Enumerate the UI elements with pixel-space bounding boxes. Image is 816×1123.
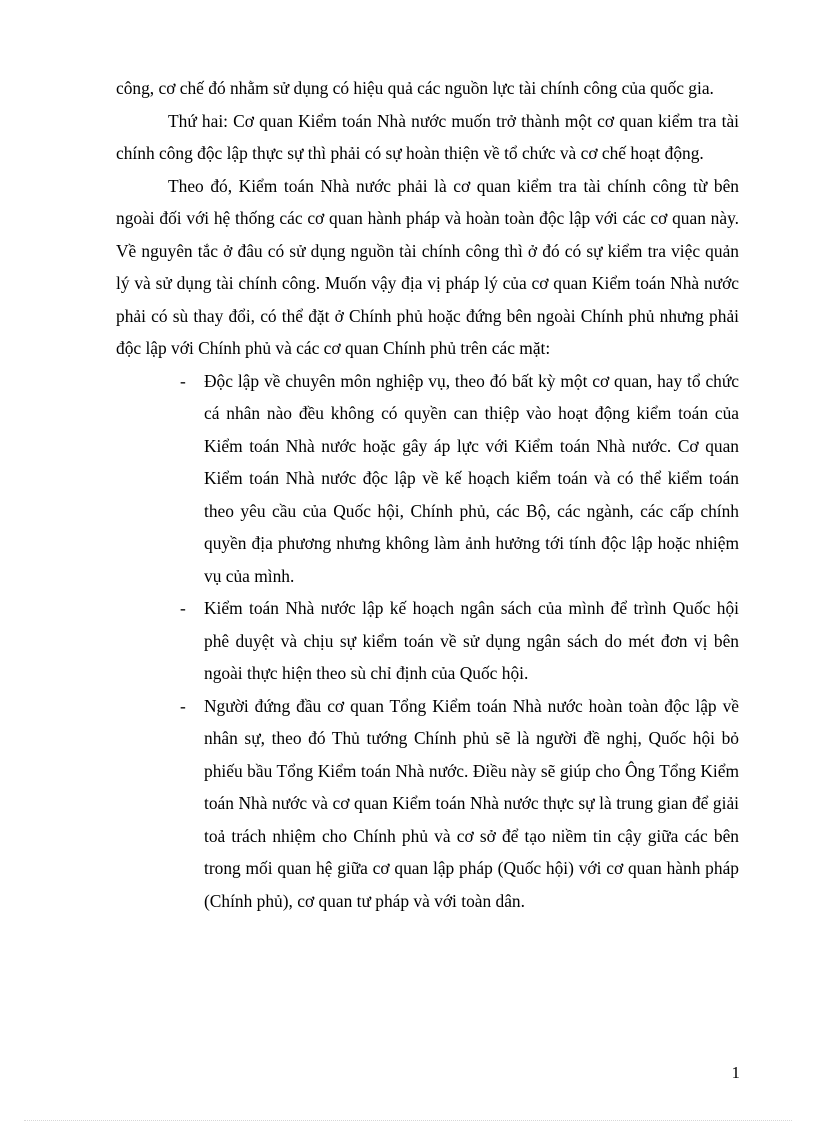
page-number: 1 (731, 1063, 740, 1082)
bullet-dash-icon: - (180, 598, 186, 618)
list-item-text: Độc lập về chuyên môn nghiệp vụ, theo đó bất kỳ một cơ quan, hay tổ chức cá nhân nào đều không có quyền can thiệp vào hoạt động kiểm toán của Kiểm toán Nhà nước hoặc gây áp lực với Kiểm toán Nhà nước. Cơ quan Kiểm toán Nhà nước độc lập về kế hoạch kiểm toán và có thể kiểm toán theo yêu cầu của Quốc hội, Chính phủ, các Bộ, các ngành, các cấp chính quyền địa phương nhưng không làm ảnh hưởng tới tính độc lập hoặc nhiệm vụ của mình. (204, 370, 739, 586)
bullet-dash-icon: - (180, 695, 186, 716)
list-item (180, 365, 739, 593)
paragraph-thu-hai: Thứ hai: Cơ quan Kiểm toán Nhà nước muốn trở thành một cơ quan kiểm tra tài chính công độc lập thực sự thì phải có sự hoàn thiện về tổ chức và cơ chế hoạt động. (116, 110, 739, 163)
list-item-text: Người đứng đầu cơ quan Tổng Kiểm toán Nhà nước hoàn toàn độc lập về nhân sự, theo đó Thủ tướng Chính phủ sẽ là người đề nghị, Quốc hội bỏ phiếu bầu Tổng Kiểm toán Nhà nước. Điều này sẽ giúp cho Ông Tổng Kiểm toán Nhà nước và cơ quan Kiểm toán Nhà nước thực sự là trung gian để giải toả trách nhiệm cho Chính phủ và cơ sở để tạo niềm tin cậy giữa các bên trong mối quan hệ giữa cơ quan lập pháp (Quốc hội) với cơ quan hành pháp (Chính phủ), cơ quan tư pháp và với toàn dân. (204, 695, 739, 911)
paragraph-theo-do: Theo đó, Kiểm toán Nhà nước phải là cơ quan kiểm tra tài chính công từ bên ngoài đối với hệ thống các cơ quan hành pháp và hoàn toàn độc lập với các cơ quan này. Về nguyên tắc ở đâu có sử dụng nguồn tài chính công thì ở đó có sự kiểm tra việc quản lý và sử dụng tài chính công. Muốn vậy địa vị pháp lý của cơ quan Kiểm toán Nhà nước phải có sù thay đổi, có thể đặt ở Chính phủ hoặc đứng bên ngoài Chính phủ nhưng phải độc lập với Chính phủ và các cơ quan Chính phủ trên các mặt: (116, 175, 739, 358)
independence-list (116, 365, 739, 918)
page-bottom-divider (24, 1120, 792, 1121)
list-item (180, 690, 739, 918)
list-item-text: Kiểm toán Nhà nước lập kế hoạch ngân sách của mình để trình Quốc hội phê duyệt và chịu sự kiểm toán về sử dụng ngân sách do mét đơn vị bên ngoài thực hiện theo sù chỉ định của Quốc hội. (204, 598, 739, 683)
bullet-dash-icon: - (180, 370, 186, 391)
body-text (116, 72, 739, 917)
paragraph-continuation: công, cơ chế đó nhằm sử dụng có hiệu quả các nguồn lực tài chính công của quốc gia. (116, 78, 714, 98)
list-item (180, 592, 739, 690)
